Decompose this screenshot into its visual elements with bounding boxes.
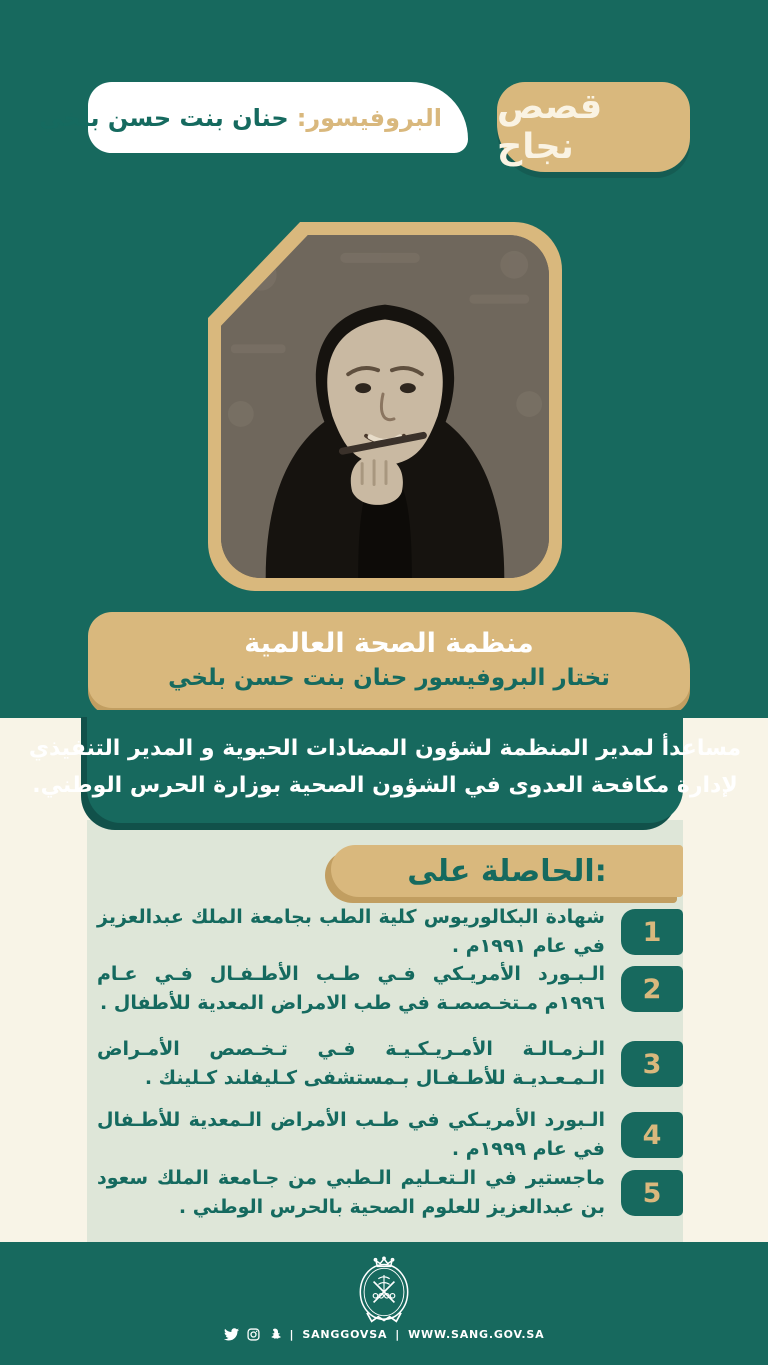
social-handle: SANGGOVSA <box>302 1328 388 1341</box>
who-subtitle: تختار البروفيسور حنان بنت حسن بلخي <box>168 665 610 691</box>
website-url: WWW.SANG.GOV.SA <box>408 1328 545 1341</box>
item-number: 4 <box>642 1119 662 1151</box>
instagram-icon <box>247 1328 260 1341</box>
role-description-panel <box>28 710 742 823</box>
item-text: الـبورد الأمريـكي في طـب الأمراض الـمعدية للأطـفال في عام ١٩٩٩م . <box>97 1109 605 1160</box>
item-number-badge <box>621 1112 683 1158</box>
item-number-badge <box>621 909 683 955</box>
title-banner <box>39 82 468 153</box>
social-separator: | <box>289 1328 295 1341</box>
snapchat-icon <box>268 1328 282 1341</box>
who-banner <box>88 612 690 708</box>
portrait-illustration <box>221 235 549 578</box>
item-text: الـبـورد الأمريـكي فـي طـب الأطـفـال فـي عـام ١٩٩٦م مـتخـصصـة في طب الامراض المعدية للأطفال . <box>97 963 605 1014</box>
photo-frame <box>208 222 562 591</box>
qualification-item <box>87 1161 683 1225</box>
ministry-emblem-icon <box>346 1256 422 1332</box>
qualifications-heading: الحاصلة على: <box>407 853 607 889</box>
footer-social-line <box>0 1328 768 1341</box>
qualification-item <box>87 957 683 1021</box>
item-number: 1 <box>642 916 662 948</box>
role-description-line-1: مساعدأ لمدير المنظمة لشؤون المضادات الحيوية و المدير التنفيذي <box>28 735 742 761</box>
social-separator: | <box>395 1328 401 1341</box>
qualification-item <box>87 1106 683 1164</box>
item-number-badge <box>621 1041 683 1087</box>
who-org-title: منظمة الصحة العالمية <box>244 628 534 659</box>
item-number-badge <box>621 1170 683 1216</box>
item-number: 3 <box>642 1048 662 1080</box>
item-number: 5 <box>642 1177 662 1209</box>
qualifications-heading-banner <box>331 845 683 897</box>
twitter-icon <box>224 1328 239 1341</box>
person-name: حنان بنت حسن بلخي <box>39 103 289 132</box>
qualification-item <box>87 1032 683 1096</box>
item-text: الـزمـالـة الأمـريـكـيـة فـي تـخـصص الأمـراض الـمـعـديـة للأطـفـال بـمستشفى كـليفلند كـلينك . <box>97 1038 605 1089</box>
category-banner <box>497 82 690 172</box>
qualification-item <box>87 903 683 961</box>
title-prefix: البروفيسور: <box>296 103 442 132</box>
item-text: ماجستير في الـتعـليم الـطبي من جـامعة الملك سعود بن عبدالعزيز للعلوم الصحية بالحرس الوطني . <box>97 1167 605 1218</box>
item-text: شهادة البكالوريوس كلية الطب بجامعة الملك عبدالعزيز في عام ١٩٩١م . <box>97 906 605 957</box>
item-number-badge <box>621 966 683 1012</box>
role-description-line-2: لإدارة مكافحة العدوى في الشؤون الصحية بوزارة الحرس الوطني. <box>32 772 738 798</box>
item-number: 2 <box>642 973 662 1005</box>
category-label: قصص نجاح <box>497 87 603 167</box>
portrait-photo <box>221 235 549 578</box>
